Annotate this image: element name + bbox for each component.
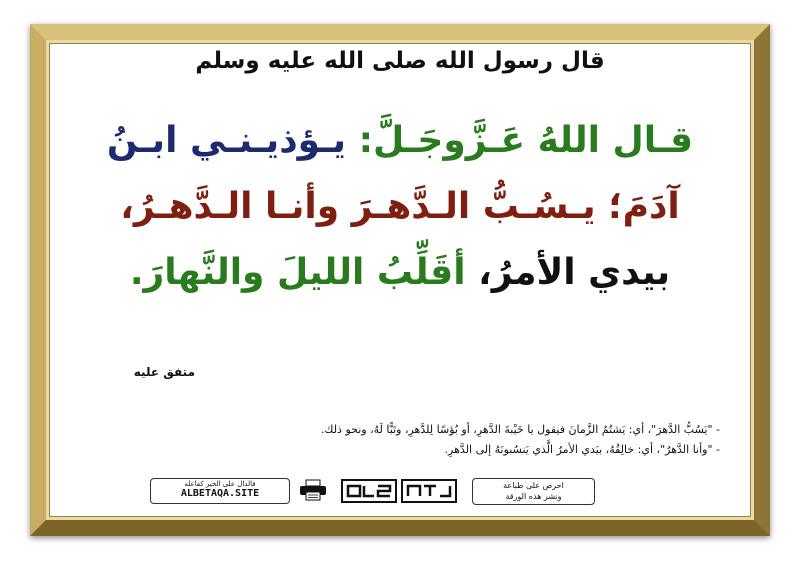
print-reminder-line-1: احرص على طباعة [503,481,564,490]
hadith-line-1 [50,108,750,174]
footer-small-text: فالدال على الخير كفاعله [184,480,256,488]
printer-icon [298,479,328,501]
explanation-notes [80,420,720,460]
hadith-text [50,108,750,306]
hadith-line-1-part-a: قـال اللهُ عَـزَّوجَـلَّ: [346,120,694,161]
hadith-line-3 [50,240,750,306]
print-reminder-box [472,478,595,505]
hadith-source: متفق عليه [133,365,195,379]
footer [150,478,595,504]
note-item: - "وأنا الدَّهرُ"، أي: خالِقُهُ، بيَدي الأمرُ الَّذي يَنسُبونَهُ إلى الدَّهرِ. [444,443,720,456]
site-link[interactable]: ALBETAQA.SITE [180,488,260,499]
hadith-line-1-part-b: يـؤذيـنـي ابـنُ [106,120,347,161]
hadith-line-3-part-a: بيدي الأمرُ، [465,252,671,293]
hadith-line-3-part-b: أقَلِّبُ الليلَ والنَّهارَ. [129,252,466,293]
hadith-line-2: آدَمَ؛ يـسُـبُّ الـدَّهـرَ وأنـا الـدَّهـرُ، [120,186,680,227]
print-reminder-line-2: ونشر هذه الورقة [505,492,562,501]
note-item: - "يَسُبُّ الدَّهرَ"، أي: يَشتُمُ الزَّمانَ فيقول يا خَيْبةَ الدَّهرِ، أو بُؤسًا لِلدَّهرِ، وتَبًّا لَهُ، ونحو ذلك. [320,423,720,436]
site-box [150,478,290,504]
page-title: قال رسول الله صلى الله عليه وسلم [195,48,605,74]
albetaqa-logo-icon [340,478,460,504]
